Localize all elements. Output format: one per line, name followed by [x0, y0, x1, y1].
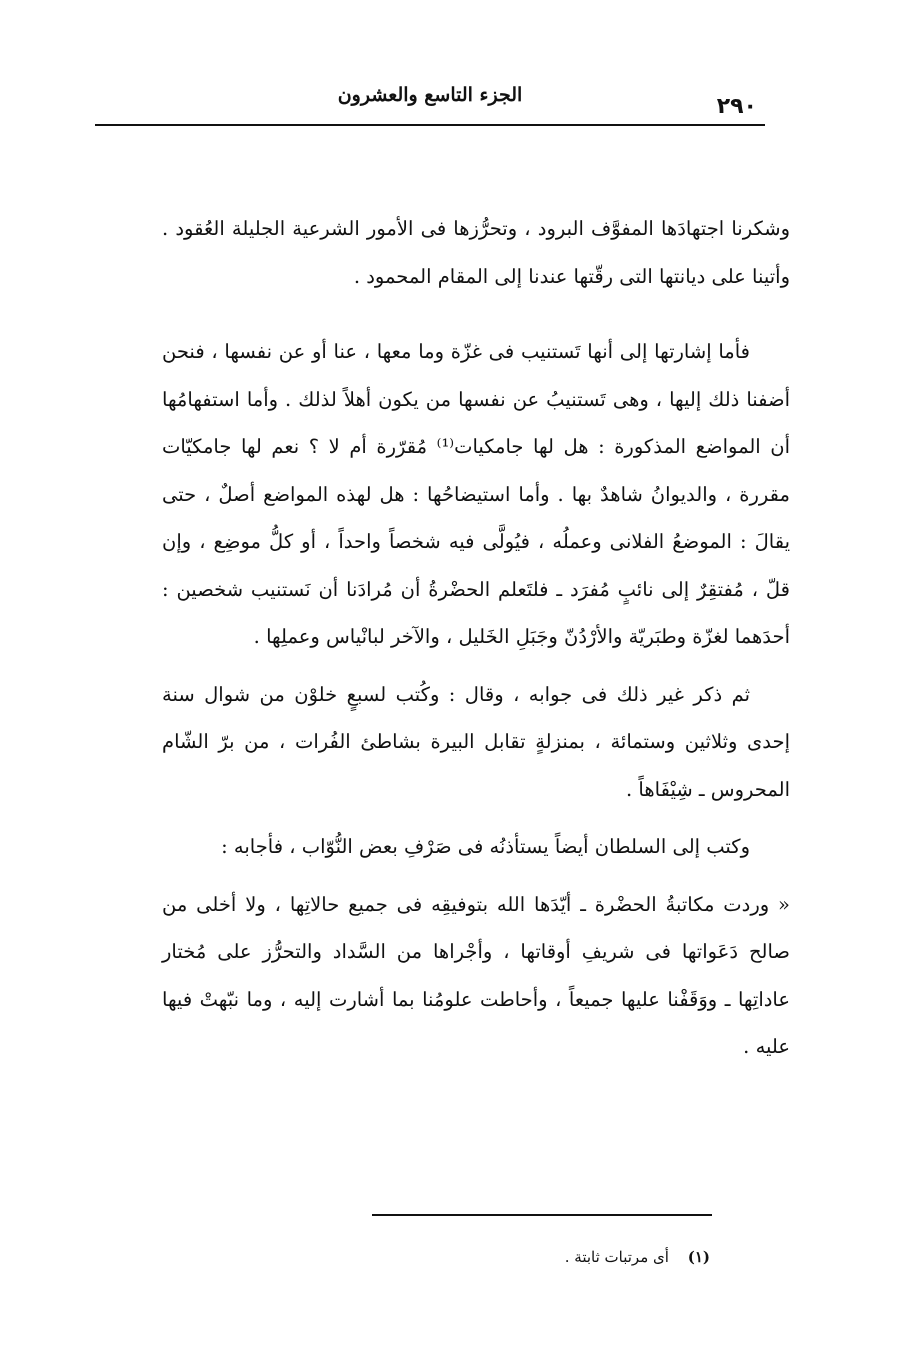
header-rule: [95, 124, 765, 126]
footnote-marker: (١): [687, 1248, 710, 1266]
page-number: ٢٩٠: [716, 94, 757, 119]
paragraph-gap: [162, 871, 790, 881]
paragraph-gap: [162, 813, 790, 823]
paragraph-2: فأما إشارتها إلى أنها تَستنيب فى غزّة وما معها ، عنا أو عن نفسها ، فنحن أضفنا ذلك إليها ، وهى تَستنيبُ عن نفسها من يكون أهلاً لذلك . وأما استفهامُها أن المواضع المذكورة : هل لها جامكيات⁽¹⁾ مُقرّرة أم لا ؟ نعم لها جامكيّات مقررة ، والديوانُ شاهدٌ بها . وأما استيضاحُها : هل لهذه المواضع أصلٌ ، حتى يقالَ : الموضعُ الفلانى وعملُه ، فيُولَّى فيه شخصاً واحداً ، أو كلُّ موضِع ، وإن قلّ ، مُفتقِرٌ إلى نائبٍ مُفرَد ـ فلتَعلم الحضْرةُ أن مُرادَنا أن نَستنيب شخصين : أحدَهما لغزّة وطبَريّة والأرْدُنّ وجَبَلِ الخَليل ، والآخر لبانْياس وعملِها .: [162, 340, 790, 648]
footnote: [565, 1248, 710, 1266]
paragraph-3: ثم ذكر غير ذلك فى جوابه ، وقال : وكُتب لسبعٍ خلوْن من شوال سنة إحدى وثلاثين وستمائة ، بمنزلةٍ تقابل البيرة بشاطئ الفُرات ، من برّ الشّام المحروس ـ شِيْفَاهاً .: [162, 682, 790, 801]
paragraph-1: وشكرنا اجتهادَها المفوَّف البرود ، وتحرُّزها فى الأمور الشرعية الجليلة العُقود . وأتينا على ديانتها التى رقّتها عندنا إلى المقام المحمود .: [162, 217, 790, 288]
paragraph-4: وكتب إلى السلطان أيضاً يستأذنُه فى صَرْفِ بعض النُّوّاب ، فأجابه :: [221, 835, 750, 858]
page-header: [95, 82, 765, 128]
body-text: [162, 205, 790, 1071]
running-title: الجزء التاسع والعشرون: [337, 84, 523, 106]
paragraph-5: « وردت مكاتبةُ الحضْرة ـ أيّدَها الله بتوفيقِه فى جميع حالاتِها ، ولا أخلى من صالح دَعَواتها فى شريفِ أوقاتها ، وأجْراها من السَّداد والتحرُّز على مُختار عاداتِها ـ ووَقَفْنا عليها جميعاً ، وأحاطت علومُنا بما أشارت إليه ، وما نبّهتْ فيها عليه .: [162, 892, 790, 1058]
footnote-rule: [372, 1214, 712, 1216]
paragraph-gap: [162, 300, 790, 328]
paragraph-gap: [162, 661, 790, 671]
footnote-text: أى مرتبات ثابتة .: [564, 1248, 669, 1266]
